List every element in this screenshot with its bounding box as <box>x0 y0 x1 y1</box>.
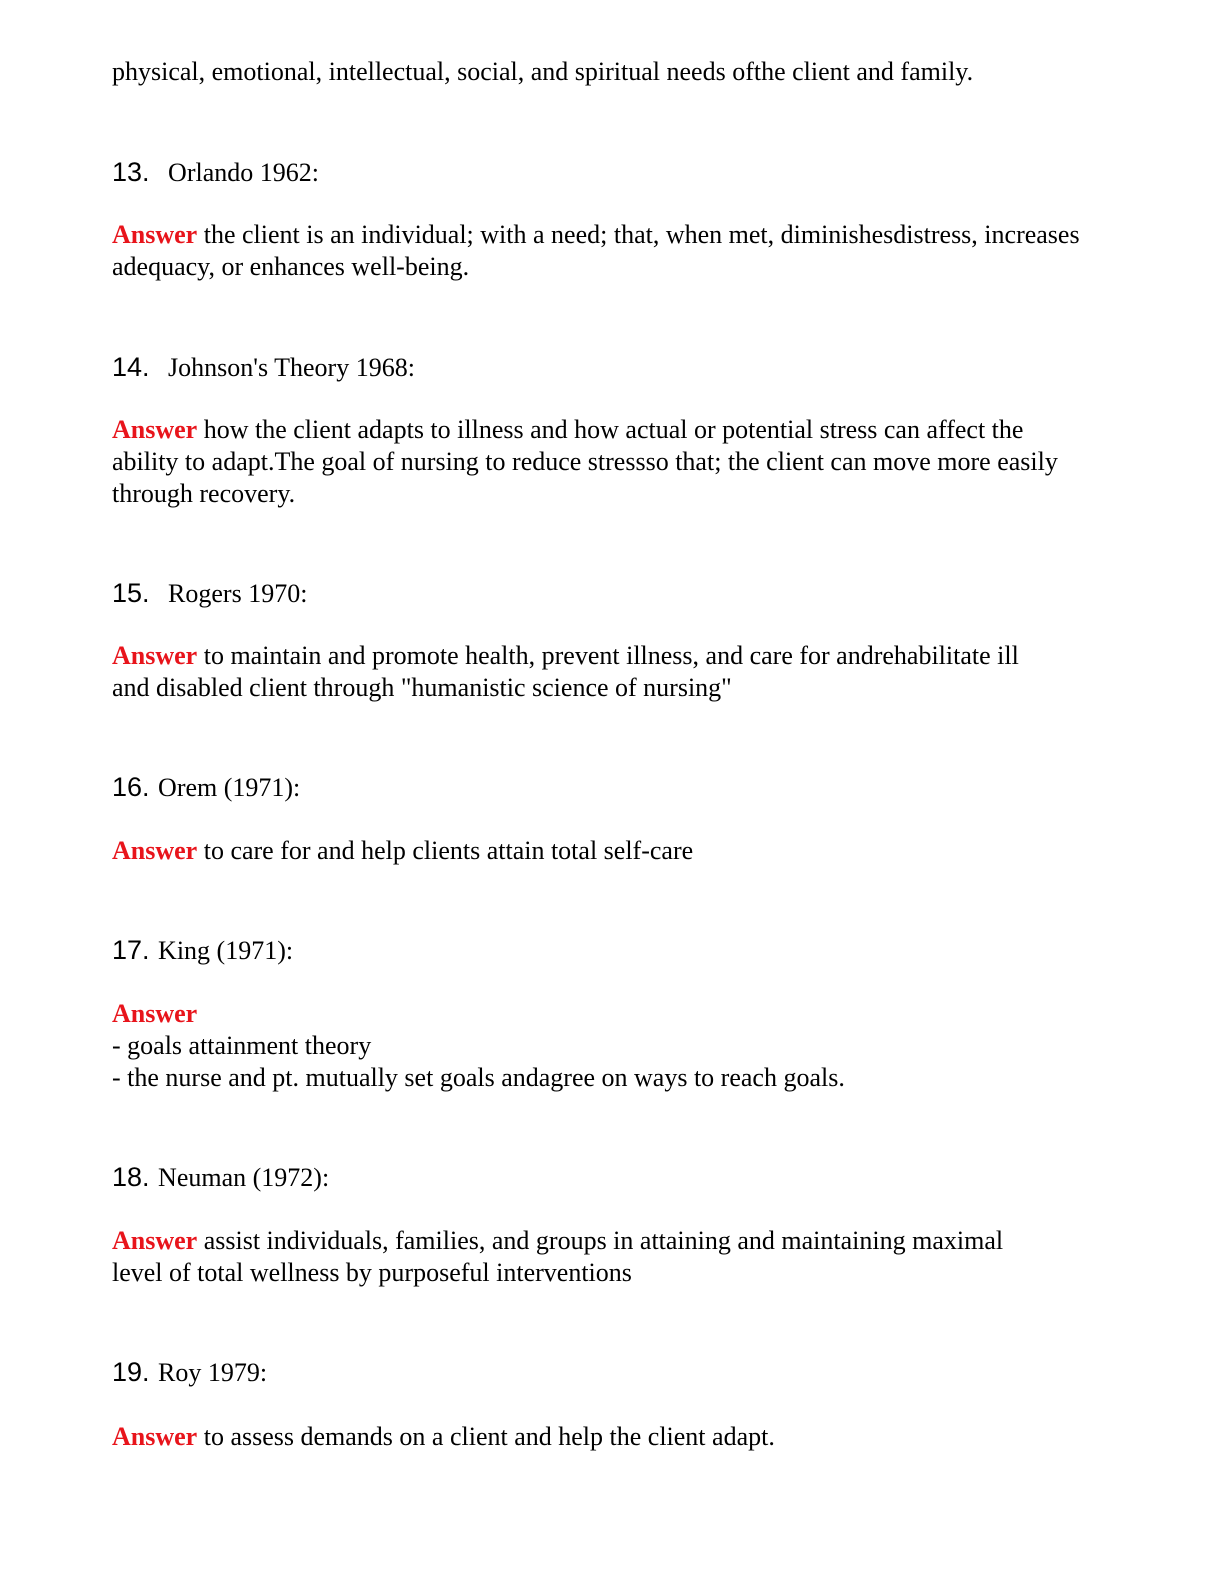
answer-17 <box>112 998 1122 1094</box>
answer-text: assist individuals, families, and groups in attaining and maintaining maximal <box>203 1226 1004 1255</box>
answer-line: - the nurse and pt. mutually set goals andagree on ways to reach goals. <box>112 1063 845 1092</box>
intro-line: physical, emotional, intellectual, social, and spiritual needs ofthe client and family. <box>112 57 974 86</box>
answer-text: to maintain and promote health, prevent illness, and care for andrehabilitate ill <box>203 641 1019 670</box>
question-15 <box>112 577 1122 610</box>
answer-line <box>112 998 1122 1030</box>
answer-label: Answer <box>112 641 198 670</box>
answer-line: adequacy, or enhances well-being. <box>112 252 470 281</box>
answer-line: level of total wellness by purposeful interventions <box>112 1258 632 1287</box>
question-number: 14. <box>112 352 150 382</box>
answer-line <box>112 1225 1122 1257</box>
question-number: 19. <box>112 1357 150 1387</box>
answer-label: Answer <box>112 836 198 865</box>
answer-19 <box>112 1421 1122 1453</box>
question-title: Roy 1979: <box>158 1358 268 1387</box>
answer-text: how the client adapts to illness and how actual or potential stress can affect the <box>203 415 1024 444</box>
answer-line <box>112 1421 1122 1453</box>
question-title: Johnson's Theory 1968: <box>168 353 415 382</box>
question-19 <box>112 1356 1122 1389</box>
answer-label: Answer <box>112 999 198 1028</box>
answer-text: the client is an individual; with a need; that, when met, diminishesdistress, increases <box>203 220 1080 249</box>
answer-18 <box>112 1225 1122 1289</box>
answer-13 <box>112 219 1122 283</box>
question-17 <box>112 934 1122 967</box>
question-title: Orem (1971): <box>158 773 301 802</box>
question-title: Rogers 1970: <box>168 579 308 608</box>
question-number: 15. <box>112 578 150 608</box>
answer-14 <box>112 414 1122 510</box>
question-18 <box>112 1161 1122 1194</box>
answer-line <box>112 219 1122 251</box>
question-title: Neuman (1972): <box>158 1163 330 1192</box>
question-title: Orlando 1962: <box>168 158 319 187</box>
answer-label: Answer <box>112 415 198 444</box>
answer-text: to care for and help clients attain total self-care <box>203 836 694 865</box>
answer-line <box>112 835 1122 867</box>
question-number: 18. <box>112 1162 150 1192</box>
answer-line: and disabled client through "humanistic science of nursing" <box>112 673 732 702</box>
answer-label: Answer <box>112 1422 198 1451</box>
question-number: 16. <box>112 772 150 802</box>
answer-15 <box>112 640 1122 704</box>
answer-16 <box>112 835 1122 867</box>
question-number: 17. <box>112 935 150 965</box>
answer-line <box>112 640 1122 672</box>
answer-line: - goals attainment theory <box>112 1031 372 1060</box>
question-title: King (1971): <box>158 936 294 965</box>
answer-line <box>112 414 1122 446</box>
question-16 <box>112 771 1122 804</box>
answer-text: to assess demands on a client and help the client adapt. <box>203 1422 775 1451</box>
question-14 <box>112 351 1122 384</box>
answer-label: Answer <box>112 220 198 249</box>
answer-line: through recovery. <box>112 479 296 508</box>
answer-line: ability to adapt.The goal of nursing to reduce stressso that; the client can move more easily <box>112 447 1058 476</box>
answer-label: Answer <box>112 1226 198 1255</box>
question-number: 13. <box>112 157 150 187</box>
question-13 <box>112 156 1122 189</box>
